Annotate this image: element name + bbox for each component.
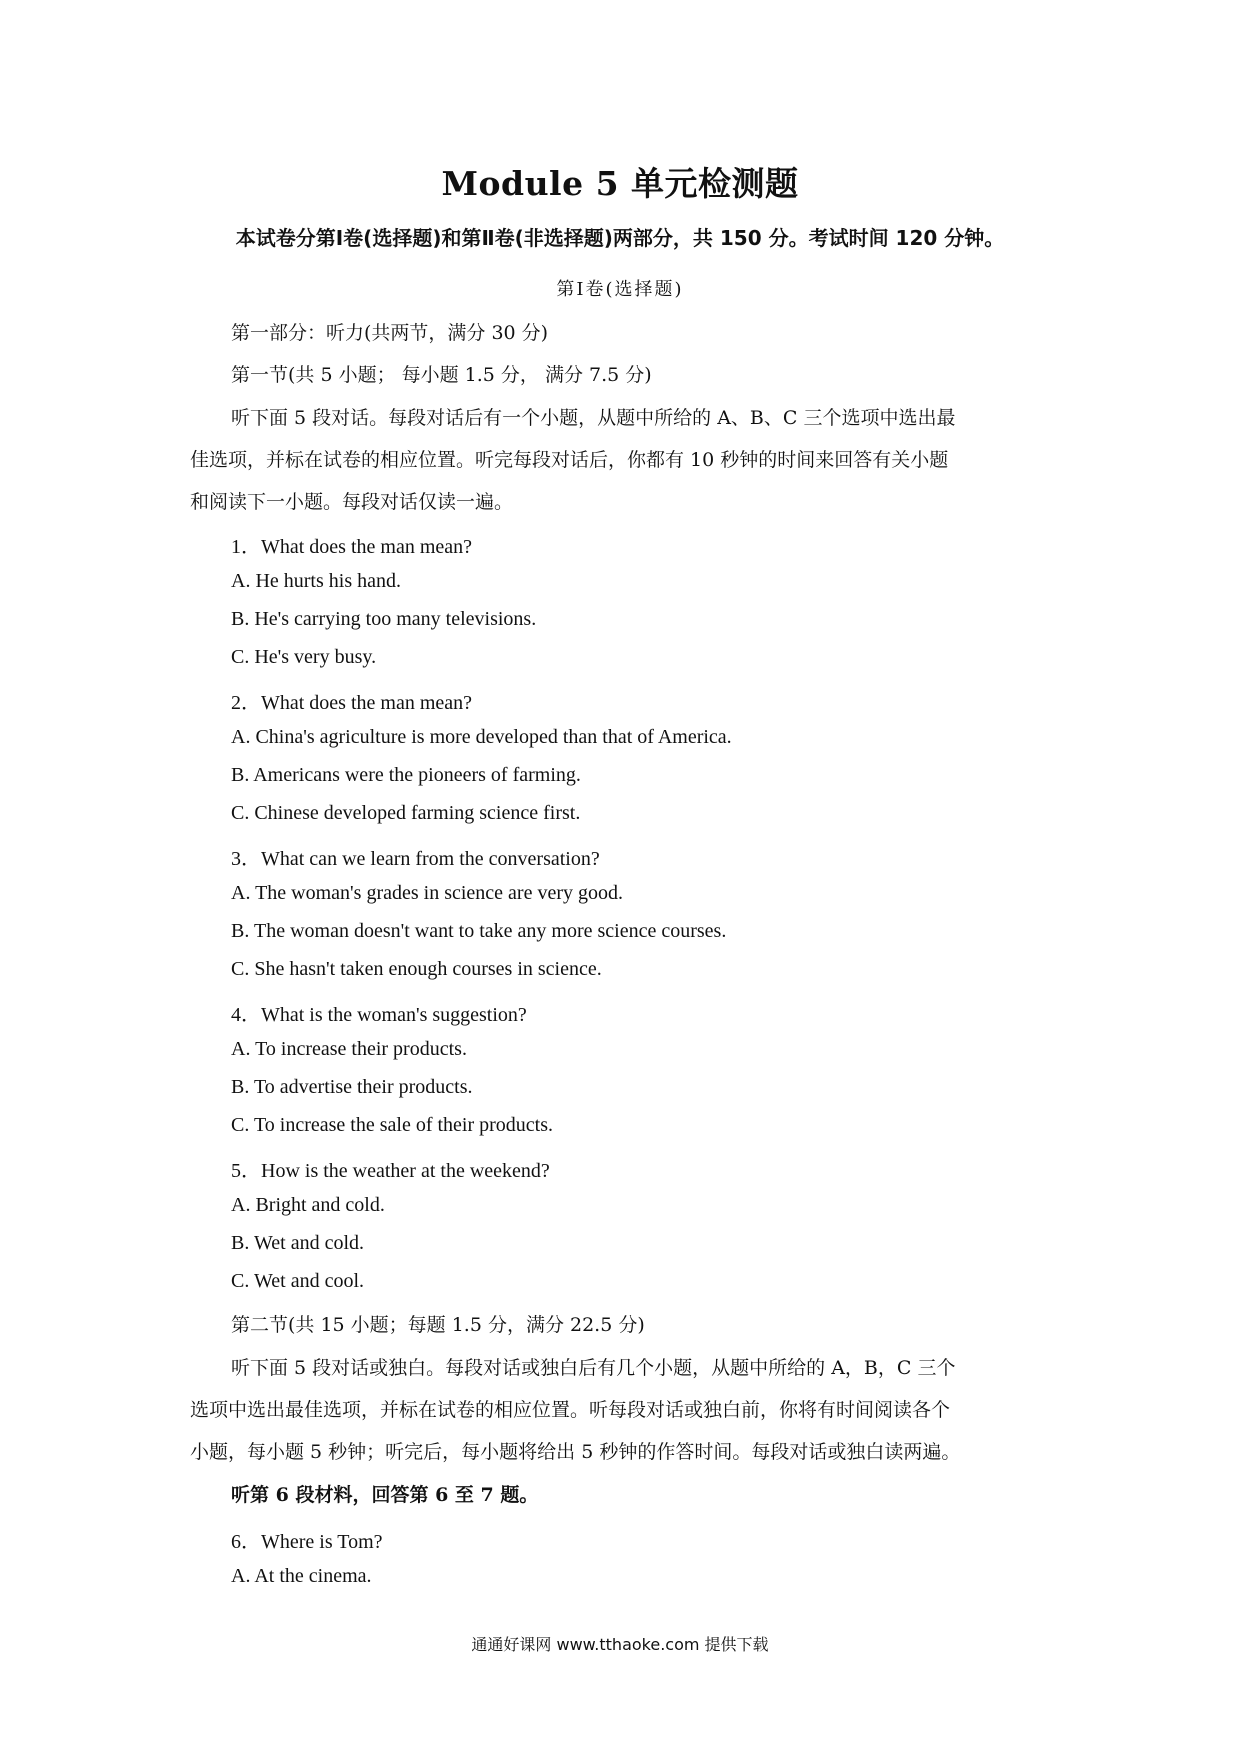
page-footer: 通通好课网 www.tthaoke.com 提供下载	[471, 1635, 769, 1654]
answer-option: B. To advertise their products.	[231, 1076, 473, 1098]
answer-option: C. To increase the sale of their products.	[231, 1114, 554, 1136]
material-heading: 听第 6 段材料，回答第 6 至 7 题。	[231, 1484, 539, 1506]
answer-option: A. China's agriculture is more developed than that of America.	[231, 726, 732, 748]
volume-heading: 第Ⅰ卷(选择题)	[556, 279, 684, 300]
section2-heading: 第二节(共 15 小题；每题 1.5 分，满分 22.5 分)	[231, 1314, 645, 1336]
answer-option: B. Americans were the pioneers of farming.	[231, 764, 581, 786]
answer-option: A. He hurts his hand.	[231, 570, 401, 592]
answer-option: A. To increase their products.	[231, 1038, 467, 1060]
question-stem: 1．What does the man mean?	[231, 536, 473, 558]
part1-heading: 第一部分：听力(共两节，满分 30 分)	[231, 322, 549, 344]
answer-option: B. He's carrying too many televisions.	[231, 608, 537, 630]
answer-option: C. Chinese developed farming science first.	[231, 802, 581, 824]
answer-option: C. He's very busy.	[231, 646, 377, 668]
answer-option: A. At the cinema.	[231, 1565, 372, 1587]
answer-option: A. The woman's grades in science are very good.	[231, 882, 623, 904]
instruction-line: 听下面 5 段对话。每段对话后有一个小题，从题中所给的 A、B、C 三个选项中选出最	[231, 407, 956, 429]
answer-option: C. Wet and cool.	[231, 1270, 364, 1292]
question-stem: 5．How is the weather at the weekend?	[231, 1160, 550, 1182]
question-stem: 6．Where is Tom?	[231, 1531, 383, 1553]
page-title: Module 5 单元检测题	[441, 164, 799, 203]
instruction-line: 选项中选出最佳选项，并标在试卷的相应位置。听每段对话或独白前，你将有时间阅读各个	[190, 1399, 951, 1421]
instruction-line: 小题，每小题 5 秒钟；听完后，每小题将给出 5 秒钟的作答时间。每段对话或独白读两遍。	[190, 1441, 961, 1463]
answer-option: B. The woman doesn't want to take any more science courses.	[231, 920, 727, 942]
question-stem: 3．What can we learn from the conversation?	[231, 848, 600, 870]
instruction-line: 和阅读下一小题。每段对话仅读一遍。	[190, 491, 514, 513]
instruction-line: 听下面 5 段对话或独白。每段对话或独白后有几个小题，从题中所给的 A，B，C 三个	[231, 1357, 956, 1379]
answer-option: B. Wet and cold.	[231, 1232, 364, 1254]
exam-subtitle: 本试卷分第Ⅰ卷(选择题)和第Ⅱ卷(非选择题)两部分，共 150 分。考试时间 120 分钟。	[235, 226, 1005, 250]
question-stem: 2．What does the man mean?	[231, 692, 473, 714]
section1-heading: 第一节(共 5 小题； 每小题 1.5 分， 满分 7.5 分)	[231, 364, 652, 386]
answer-option: A. Bright and cold.	[231, 1194, 385, 1216]
question-stem: 4．What is the woman's suggestion?	[231, 1004, 527, 1026]
answer-option: C. She hasn't taken enough courses in science.	[231, 958, 602, 980]
instruction-line: 佳选项，并标在试卷的相应位置。听完每段对话后，你都有 10 秒钟的时间来回答有关小题	[190, 449, 949, 471]
